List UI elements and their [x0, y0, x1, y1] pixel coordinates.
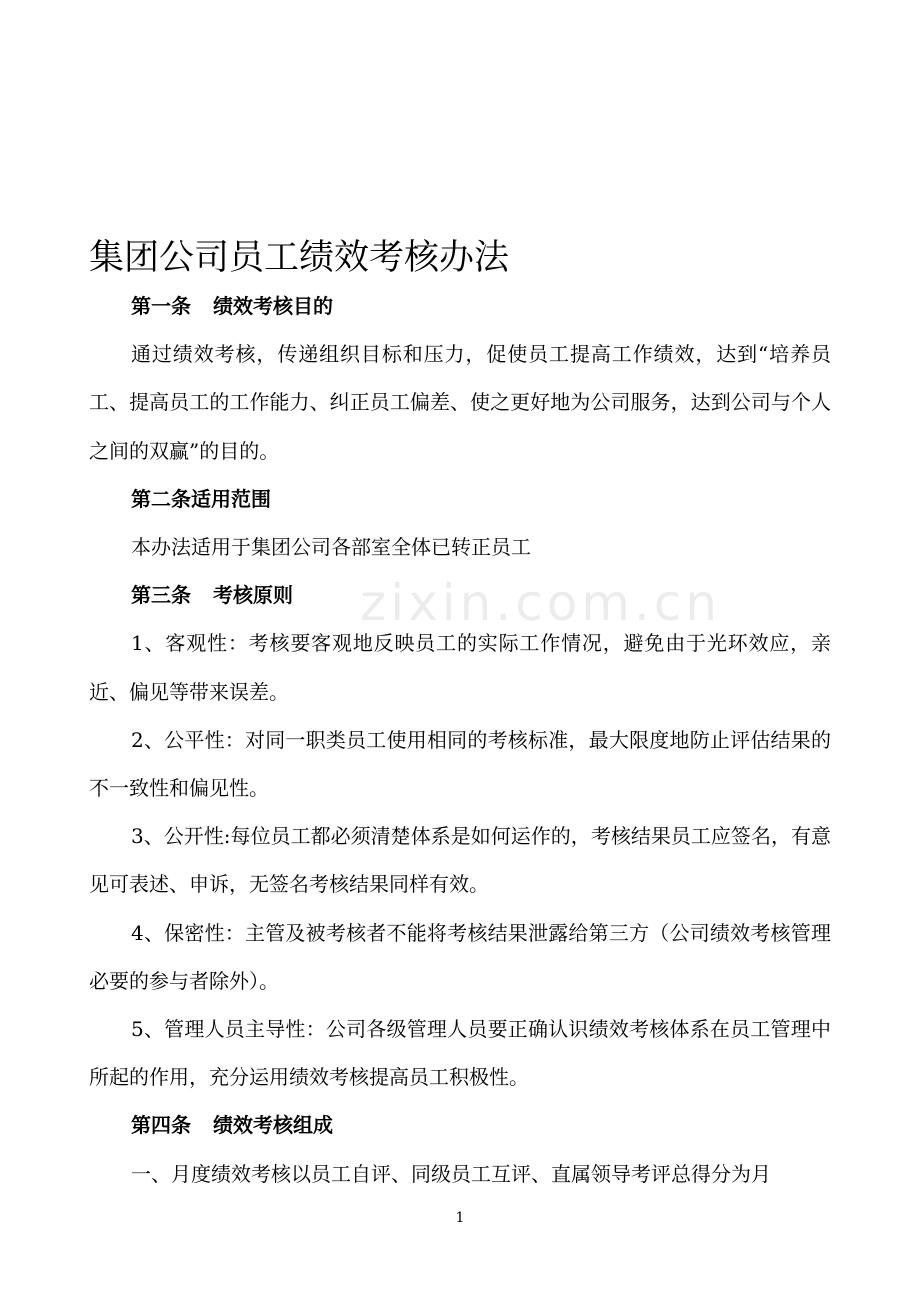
section-number: 第一条: [131, 294, 191, 318]
paragraph: 4、保密性：主管及被考核者不能将考核结果泄露给第三方（公司绩效考核管理必要的参与者除外）。: [89, 920, 831, 993]
section-heading-1: [89, 282, 831, 330]
section-heading-4: [89, 1101, 831, 1149]
section-heading-3: [89, 571, 831, 619]
page-number: 1: [455, 1210, 465, 1226]
section-name: 考核原则: [213, 583, 293, 608]
document-body: [89, 282, 831, 1198]
section-heading-2: 第二条适用范围: [131, 486, 271, 511]
section-number: 第四条: [131, 1113, 191, 1138]
section-number: 第三条: [131, 583, 191, 608]
paragraph: 本办法适用于集团公司各部室全体已转正员工: [131, 535, 531, 560]
document-title: 集团公司员工绩效考核办法: [89, 238, 510, 278]
paragraph: 通过绩效考核，传递组织目标和压力，促使员工提高工作绩效，达到“培养员工、提高员工的工作能力、纠正员工偏差、使之更好地为公司服务，达到公司与个人之间的双赢”的目的。: [89, 342, 831, 463]
paragraph: 5、管理人员主导性：公司各级管理人员要正确认识绩效考核体系在员工管理中所起的作用，充分运用绩效考核提高员工积极性。: [89, 1017, 831, 1090]
paragraph: 3、公开性:每位员工都必须清楚体系是如何运作的，考核结果员工应签名，有意见可表述、申诉，无签名考核结果同样有效。: [89, 824, 831, 897]
section-name: 绩效考核目的: [213, 294, 333, 318]
paragraph: 一、月度绩效考核以员工自评、同级员工互评、直属领导考评总得分为月: [131, 1161, 771, 1186]
paragraph: 1、客观性：考核要客观地反映员工的实际工作情况，避免由于光环效应，亲近、偏见等带来误差。: [89, 631, 831, 704]
paragraph: 2、公平性：对同一职类员工使用相同的考核标准，最大限度地防止评估结果的不一致性和偏见性。: [89, 727, 831, 801]
watermark: zixin.com.cn: [360, 574, 722, 632]
section-name: 绩效考核组成: [213, 1113, 333, 1138]
